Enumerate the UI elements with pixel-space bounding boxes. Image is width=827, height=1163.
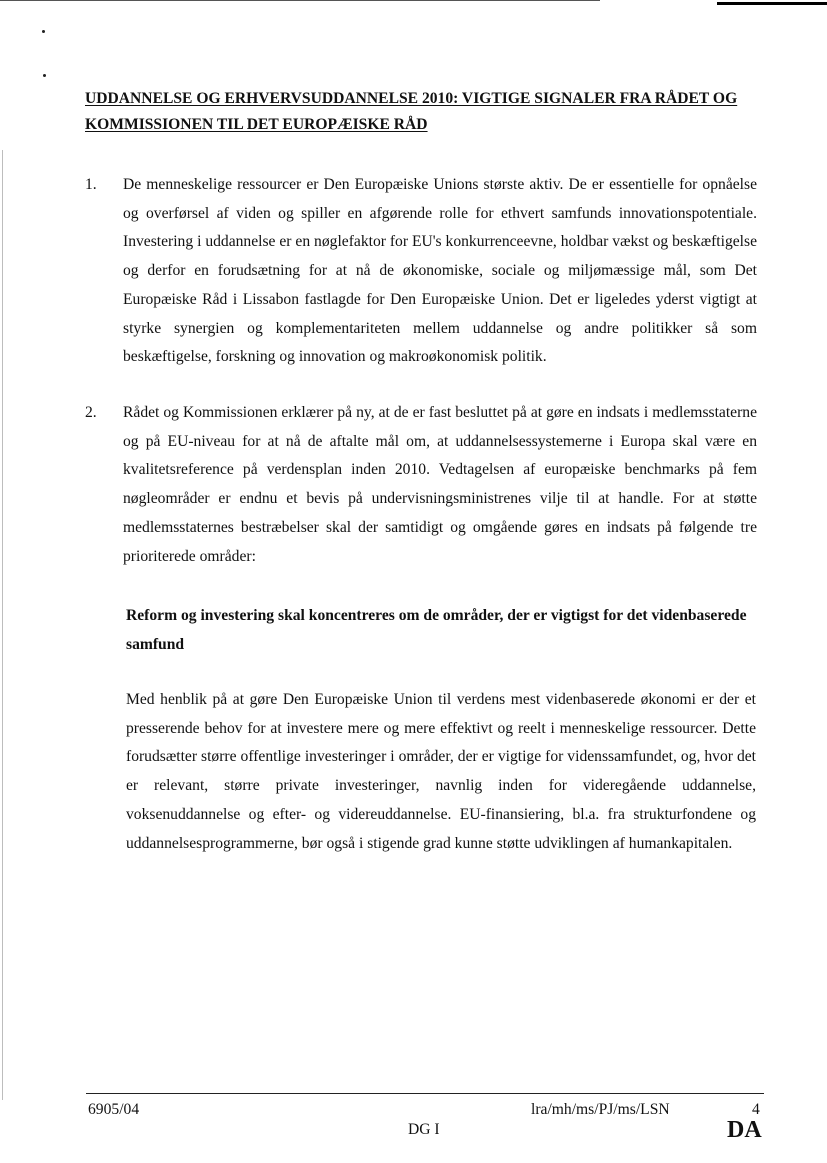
scan-edge-left xyxy=(2,150,3,1100)
paragraph-text: De menneskelige ressourcer er Den Europæiske Unions største aktiv. De er essentielle for opnåelse og overførsel af viden og spiller en afgørende rolle for ethvert samfunds innovationspotentiale. Investering i uddannelse er en nøglefaktor for EU's konkurrenceevne, holdbar vækst og beskæftigelse og derfor en forudsætning for at nå de økonomiske, sociale og miljømæssige mål, som Det Europæiske Råd i Lissabon fastlagde for Den Europæiske Union. Det er ligeledes yderst vigtigt at styrke synergien og komplementariteten mellem uddannelse og andre politikker så som beskæftigelse, forskning og innovation og makroøkonomisk politik. xyxy=(123,176,757,366)
footer-divider xyxy=(86,1093,764,1094)
punch-mark xyxy=(42,30,45,33)
footer-document-number: 6905/04 xyxy=(88,1101,140,1118)
paragraph-text: Rådet og Kommissionen erklærer på ny, at de er fast besluttet på at gøre en indsats i medlemsstaterne og på EU-niveau for at nå de aftalte mål om, at uddannelsessystemerne i Europa skal være en kvalitetsreference på verdensplan inden 2010. Vedtagelsen af europæiske benchmarks på fem nøgleområder er endnu et bevis på undervisningsministrenes vilje til at handle. For at støtte medlemsstaternes bestræbelser skal der samtidigt og omgående gøres en indsats på følgende tre prioriterede områder: xyxy=(123,404,757,565)
document-title: UDDANNELSE OG ERHVERVSUDDANNELSE 2010: VIGTIGE SIGNALER FRA RÅDET OG KOMMISSIONEN TIL DET EUROPÆISKE RÅD xyxy=(85,90,738,133)
scan-bar xyxy=(717,2,827,5)
numbered-paragraph xyxy=(85,399,757,571)
numbered-paragraph xyxy=(85,171,757,372)
punch-mark xyxy=(43,74,46,77)
section-subheading: Reform og investering skal koncentreres om de områder, der er vigtigst for det videnbaserede samfund xyxy=(126,607,747,653)
footer-directorate: DG I xyxy=(408,1121,440,1138)
footer-reference: lra/mh/ms/PJ/ms/LSN xyxy=(531,1101,670,1118)
footer-language-code: DA xyxy=(727,1117,762,1143)
section-body: Med henblik på at gøre Den Europæiske Union til verdens mest videnbaserede økonomi er der et presserende behov for at investere mere og mere effektivt og reelt i menneskelige ressourcer. Dette forudsætter større offentlige investeringer i områder, der er vigtige for videnssamfundet, og, hvor det er relevant, større private investeringer, navnlig inden for videregående uddannelse, voksenuddannelse og efter- og videreuddannelse. EU-finansiering, bl.a. fra strukturfondene og uddannelsesprogrammerne, bør også i stigende grad kunne støtte udviklingen af humankapitalen. xyxy=(126,691,756,852)
paragraph-number: 2. xyxy=(85,404,97,421)
scan-line xyxy=(0,0,600,1)
scan-edge-top xyxy=(0,0,827,6)
footer-page-number: 4 xyxy=(752,1101,760,1118)
paragraph-number: 1. xyxy=(85,176,97,193)
